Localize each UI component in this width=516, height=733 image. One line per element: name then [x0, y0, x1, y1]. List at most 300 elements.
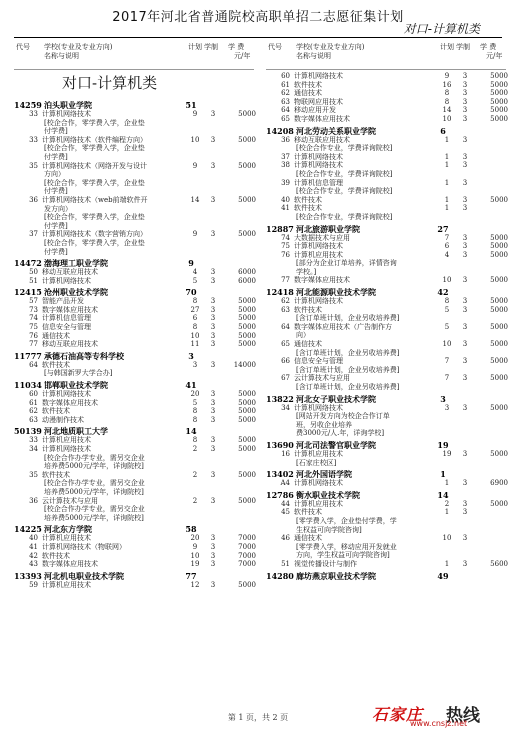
- major-fee: 7000: [238, 534, 256, 543]
- major-row: [14, 277, 254, 286]
- major-plan: 10: [442, 276, 452, 285]
- major-row: [266, 106, 506, 115]
- major-plan: 10: [190, 331, 200, 340]
- major-years: 3: [210, 276, 216, 285]
- major-code: 33: [29, 110, 38, 118]
- major-fee: 5000: [238, 323, 256, 332]
- major-code: 73: [29, 305, 38, 314]
- major-row: [266, 306, 506, 315]
- major-years: 3: [462, 250, 468, 259]
- major-fee: 7000: [238, 551, 256, 560]
- note-indent: [266, 429, 294, 438]
- major-years: 3: [462, 178, 468, 187]
- note-text: [网站开发方向为校企合作订单: [296, 412, 390, 421]
- major-row: [266, 72, 506, 81]
- major-plan: 4: [444, 250, 450, 259]
- major-fee: 7000: [238, 542, 256, 551]
- major-years: 3: [210, 496, 216, 505]
- note-indent: [266, 144, 294, 153]
- school-row: [266, 287, 506, 297]
- note-text: 向）: [296, 331, 310, 340]
- major-name: 计算机信息管理: [42, 314, 91, 323]
- school-row: [14, 258, 254, 268]
- major-fee: 5000: [238, 470, 256, 479]
- school-plan-total: 41: [185, 380, 197, 391]
- major-plan: 9: [192, 230, 198, 239]
- major-name: 计算机网络技术（网络开发与设计: [42, 161, 147, 170]
- major-plan: 6: [192, 314, 198, 323]
- school-code: 50139: [14, 426, 42, 437]
- major-name: 软件技术: [294, 80, 322, 89]
- major-fee: 5000: [238, 230, 256, 239]
- major-fee: 14000: [233, 360, 256, 369]
- major-code: 41: [281, 204, 290, 213]
- school-name: 河北劳动关系职业学院: [296, 125, 376, 136]
- major-name: 计算机网络技术: [294, 72, 343, 80]
- major-years: 3: [210, 323, 216, 332]
- school-plan-total: 3: [440, 393, 446, 404]
- major-years: 3: [462, 161, 468, 170]
- major-years: 3: [462, 499, 468, 508]
- major-plan: 1: [444, 195, 450, 204]
- major-fee: 5000: [490, 250, 508, 259]
- major-years: 3: [462, 559, 468, 568]
- watermark-url: www.cnsjz.net: [410, 719, 468, 728]
- major-fee: [474, 508, 508, 517]
- major-row: [266, 161, 506, 170]
- note-text: [含订单班计划，企业另收培养费]: [296, 314, 400, 323]
- major-note: [266, 429, 506, 438]
- major-plan: 10: [190, 551, 200, 560]
- major-fee: 5000: [238, 297, 256, 306]
- major-code: 60: [281, 72, 290, 80]
- right-rows: [266, 72, 506, 581]
- major-years: 3: [210, 340, 216, 349]
- school-plan-total: 49: [437, 570, 449, 581]
- major-name: 软件技术: [294, 204, 322, 213]
- major-code: 67: [281, 374, 290, 383]
- note-text: 方向）: [44, 170, 65, 179]
- major-code: 36: [281, 135, 290, 144]
- major-note: [266, 314, 506, 323]
- major-plan: 8: [192, 297, 198, 306]
- school-row: [14, 287, 254, 297]
- school-code: 14225: [14, 524, 42, 535]
- school-name: 邯郸职业技术学院: [44, 380, 108, 391]
- major-code: 62: [281, 297, 290, 306]
- major-name: 计算机网络技术（物联网）: [42, 542, 126, 551]
- major-plan: 19: [442, 449, 452, 458]
- major-row: [266, 534, 506, 543]
- major-fee: 5000: [238, 398, 256, 407]
- header-code: 代号: [268, 43, 282, 51]
- major-plan: 9: [192, 542, 198, 551]
- school-row: [14, 571, 254, 581]
- major-note: [266, 349, 506, 358]
- major-code: A4: [280, 479, 290, 488]
- major-code: 57: [29, 297, 38, 306]
- major-code: 64: [281, 106, 290, 115]
- school-code: 14259: [14, 100, 42, 110]
- major-name: 计算机网络技术（web前端软件开: [42, 195, 148, 204]
- header-desc: 名称与说明: [44, 52, 79, 60]
- major-fee: [474, 136, 508, 145]
- school-name: 衡水职业技术学院: [296, 489, 360, 500]
- major-row: [14, 110, 254, 119]
- major-name: 数字媒体应用技术: [42, 305, 98, 314]
- header-code: 代号: [16, 43, 30, 51]
- major-name: 计算机信息管理: [294, 178, 343, 187]
- major-years: 3: [210, 415, 216, 424]
- header-school: 学校(专业及专业方向): [296, 43, 365, 51]
- major-plan: 1: [444, 204, 450, 213]
- school-row: [14, 100, 254, 110]
- major-fee: 5000: [490, 403, 508, 412]
- major-note: [14, 462, 254, 471]
- major-code: 37: [281, 152, 290, 161]
- major-fee: 6900: [490, 479, 508, 488]
- major-note: [266, 170, 506, 179]
- major-plan: 8: [192, 407, 198, 416]
- major-plan: 7: [444, 357, 450, 366]
- school-code: 12786: [266, 489, 294, 500]
- major-note: [266, 551, 506, 560]
- major-code: 77: [29, 340, 38, 349]
- major-row: [14, 390, 254, 399]
- major-plan: 14: [190, 195, 200, 204]
- note-text: 付学费]: [44, 127, 68, 136]
- major-plan: 7: [444, 374, 450, 383]
- note-indent: [14, 479, 42, 488]
- school-row: [266, 394, 506, 404]
- major-name: 物联网应用技术: [294, 97, 343, 106]
- major-row: [14, 552, 254, 561]
- major-plan: 1: [444, 135, 450, 144]
- major-plan: 8: [192, 323, 198, 332]
- school-code: 12887: [266, 223, 294, 234]
- major-years: 3: [462, 114, 468, 123]
- major-name: 计算机网络技术: [294, 479, 343, 488]
- major-fee: 5000: [238, 445, 256, 453]
- major-name: 通信技术: [294, 340, 322, 349]
- major-plan: 1: [444, 152, 450, 161]
- major-plan: 2: [192, 496, 198, 505]
- major-code: 38: [281, 161, 290, 170]
- note-indent: [266, 526, 294, 535]
- note-text: 付学费]: [44, 152, 68, 161]
- school-name: 廊坊燕京职业技术学院: [296, 570, 376, 581]
- major-plan: 1: [444, 559, 450, 568]
- major-name: 移动应用开发: [294, 106, 336, 115]
- major-note: [14, 239, 254, 248]
- right-column-header: [266, 41, 506, 70]
- note-text: 培养费5000元/学年，详询院校]: [44, 487, 144, 496]
- school-row: [266, 571, 506, 581]
- note-indent: [14, 127, 42, 136]
- major-code: 37: [29, 230, 38, 239]
- major-note: [14, 514, 254, 523]
- page-footer: 第 1 页，共 2 页: [227, 713, 289, 722]
- major-fee: 5000: [238, 436, 256, 445]
- major-name: 计算机网络技术: [42, 110, 91, 118]
- major-code: 44: [281, 499, 290, 508]
- major-plan: 1: [444, 508, 450, 517]
- major-note: [14, 153, 254, 162]
- note-indent: [266, 459, 294, 468]
- major-code: 64: [281, 322, 290, 331]
- header-fee-unit: 元/年: [486, 52, 503, 60]
- header-years: 学制: [204, 43, 218, 51]
- note-indent: [266, 551, 294, 560]
- major-years: 3: [210, 534, 216, 543]
- major-name: 移动互联应用技术: [294, 135, 350, 144]
- major-note: [266, 517, 506, 526]
- major-name: 视觉传播设计与制作: [294, 559, 357, 568]
- major-years: 3: [462, 297, 468, 306]
- note-text: 培养费5000元/学年，详询院校]: [44, 462, 144, 471]
- note-text: [部分为企业订单培养，详情咨询: [296, 259, 397, 268]
- major-years: 3: [462, 233, 468, 242]
- major-name: 数字媒体应用技术: [294, 114, 350, 123]
- major-fee: 5000: [238, 161, 256, 170]
- major-years: 3: [210, 195, 216, 204]
- major-fee: 5000: [490, 97, 508, 106]
- major-note: [266, 213, 506, 222]
- note-indent: [14, 488, 42, 497]
- major-plan: 8: [444, 97, 450, 106]
- school-code: 12418: [266, 287, 294, 298]
- note-indent: [266, 187, 294, 196]
- major-row: [14, 340, 254, 349]
- major-years: 3: [462, 322, 468, 331]
- major-note: [266, 412, 506, 421]
- major-code: 45: [281, 508, 290, 517]
- major-row: [266, 374, 506, 383]
- major-fee: 5000: [490, 80, 508, 89]
- major-years: 3: [210, 135, 216, 144]
- major-years: 3: [462, 195, 468, 204]
- major-name: 计算机网络技术: [42, 276, 91, 285]
- major-plan: 9: [444, 72, 450, 80]
- major-row: [14, 534, 254, 543]
- major-note: [14, 248, 254, 257]
- major-fee: 5000: [238, 195, 256, 204]
- major-name: 计算机网络技术: [294, 242, 343, 251]
- major-code: 75: [29, 323, 38, 332]
- major-fee: 5000: [490, 114, 508, 123]
- major-row: [14, 416, 254, 425]
- major-fee: 5000: [490, 72, 508, 80]
- major-row: [14, 399, 254, 408]
- major-row: [266, 479, 506, 488]
- school-name: 河北地质职工大学: [44, 426, 108, 437]
- major-code: 41: [29, 542, 38, 551]
- school-code: 14472: [14, 258, 42, 269]
- major-fee: 5000: [238, 340, 256, 349]
- note-text: 学校。]: [296, 267, 317, 276]
- major-plan: 1: [444, 161, 450, 170]
- major-fee: 5000: [490, 357, 508, 366]
- major-row: [266, 297, 506, 306]
- major-plan: 20: [190, 390, 200, 399]
- major-row: [14, 497, 254, 506]
- major-fee: 6000: [238, 276, 256, 285]
- major-code: 64: [29, 360, 38, 369]
- watermark-logo: [372, 700, 512, 728]
- major-name: 智能产品开发: [42, 297, 84, 306]
- major-name: 通信技术: [294, 89, 322, 98]
- major-fee: [474, 204, 508, 213]
- note-text: [含订单班计划，企业另收培养费]: [296, 365, 400, 374]
- note-text: [校企合作办学专业，需另交企业: [44, 453, 145, 462]
- major-row: [14, 297, 254, 306]
- note-indent: [14, 179, 42, 188]
- major-row: [266, 81, 506, 90]
- note-text: 发方向）: [44, 204, 72, 213]
- major-plan: 11: [190, 340, 200, 349]
- major-name: 云计算技术与应用: [42, 496, 98, 505]
- major-code: 36: [29, 195, 38, 204]
- school-plan-total: 27: [437, 223, 449, 234]
- major-fee: 5000: [490, 340, 508, 349]
- major-plan: 2: [444, 499, 450, 508]
- major-years: 3: [462, 374, 468, 383]
- note-indent: [266, 349, 294, 358]
- major-fee: 5000: [238, 415, 256, 424]
- major-name: 计算机网络技术（软件编程方向）: [42, 135, 147, 144]
- major-fee: 5600: [490, 559, 508, 568]
- note-text: [校企合作专业，学费详询院校]: [296, 144, 393, 153]
- header-plan: 计划: [188, 43, 202, 51]
- major-code: 61: [29, 398, 38, 407]
- school-row: [266, 490, 506, 500]
- major-years: 3: [462, 340, 468, 349]
- note-indent: [14, 454, 42, 463]
- major-fee: 5000: [490, 242, 508, 251]
- major-plan: 5: [444, 322, 450, 331]
- major-plan: 10: [442, 114, 452, 123]
- major-code: 66: [281, 357, 290, 366]
- major-years: 3: [210, 297, 216, 306]
- page-title: 2017年河北省普通院校高职单招二志愿征集计划: [112, 10, 404, 25]
- school-plan-total: 42: [437, 287, 449, 298]
- note-indent: [266, 412, 294, 421]
- left-column: [14, 41, 254, 589]
- major-code: 34: [281, 403, 290, 412]
- major-years: 3: [210, 436, 216, 445]
- major-name: 通信技术: [42, 331, 70, 340]
- major-row: [266, 276, 506, 285]
- major-plan: 5: [192, 276, 198, 285]
- note-indent: [14, 239, 42, 248]
- note-text: 生权益可向学院咨询]: [296, 525, 362, 534]
- major-name: 计算机网络技术: [294, 403, 343, 412]
- school-code: 13393: [14, 570, 42, 581]
- note-text: [校企合作办学专业，需另交企业: [44, 505, 145, 514]
- school-code: 13690: [266, 439, 294, 450]
- major-code: 35: [29, 161, 38, 170]
- major-years: 3: [462, 305, 468, 314]
- school-code: 14280: [266, 570, 294, 581]
- major-code: 36: [29, 496, 38, 505]
- major-code: 16: [281, 449, 290, 458]
- major-plan: 10: [442, 534, 452, 543]
- major-row: [14, 407, 254, 416]
- major-note: [266, 144, 506, 153]
- major-code: 62: [29, 407, 38, 416]
- major-code: 75: [281, 242, 290, 251]
- title-rule: [14, 37, 502, 38]
- major-row: [14, 230, 254, 239]
- major-code: 77: [281, 276, 290, 285]
- major-years: 3: [210, 230, 216, 239]
- major-name: 软件技术: [294, 195, 322, 204]
- major-fee: 5000: [490, 233, 508, 242]
- major-plan: 5: [444, 305, 450, 314]
- major-fee: 7000: [238, 560, 256, 569]
- major-plan: 10: [442, 340, 452, 349]
- major-name: 数字媒体应用技术（广告制作方: [294, 322, 392, 331]
- note-indent: [14, 248, 42, 257]
- major-row: [266, 115, 506, 124]
- note-text: [校企合作办学专业，需另交企业: [44, 479, 145, 488]
- school-name: 河北司法警官职业学院: [296, 439, 376, 450]
- major-fee: 5000: [490, 449, 508, 458]
- major-plan: 6: [444, 242, 450, 251]
- major-fee: 5000: [238, 390, 256, 399]
- school-code: 13822: [266, 393, 294, 404]
- major-years: 3: [462, 97, 468, 106]
- major-note: [266, 526, 506, 535]
- major-note: [14, 213, 254, 222]
- major-years: 3: [462, 242, 468, 251]
- header-fee: 学 费: [228, 43, 245, 51]
- major-note: [14, 170, 254, 179]
- school-plan-total: 3: [188, 350, 194, 361]
- major-years: 3: [210, 161, 216, 170]
- note-text: 费3000元/人.年，详询学校]: [296, 429, 385, 438]
- major-note: [266, 383, 506, 392]
- school-row: [14, 524, 254, 534]
- major-fee: 5000: [238, 305, 256, 314]
- major-fee: 5000: [490, 499, 508, 508]
- school-plan-total: 51: [185, 100, 197, 110]
- major-code: 63: [29, 415, 38, 424]
- major-years: 3: [210, 331, 216, 340]
- major-fee: 5000: [238, 110, 256, 118]
- school-row: [266, 224, 506, 234]
- major-fee: 5000: [490, 305, 508, 314]
- major-code: 40: [281, 195, 290, 204]
- school-plan-total: 9: [188, 258, 194, 269]
- major-fee: 5000: [490, 297, 508, 306]
- major-code: 33: [29, 436, 38, 445]
- major-code: 63: [281, 305, 290, 314]
- school-name: 河北女子职业技术学院: [296, 393, 376, 404]
- major-years: 3: [462, 357, 468, 366]
- note-indent: [14, 369, 42, 378]
- school-row: [14, 351, 254, 361]
- major-row: [14, 436, 254, 445]
- major-fee: 5000: [490, 106, 508, 115]
- major-row: [14, 445, 254, 454]
- major-fee: 5000: [490, 195, 508, 204]
- school-name: 河北机电职业技术学院: [44, 570, 124, 581]
- major-plan: 9: [192, 110, 198, 118]
- header-years: 学制: [456, 43, 470, 51]
- major-plan: 14: [442, 106, 452, 115]
- school-plan-total: 58: [185, 524, 197, 535]
